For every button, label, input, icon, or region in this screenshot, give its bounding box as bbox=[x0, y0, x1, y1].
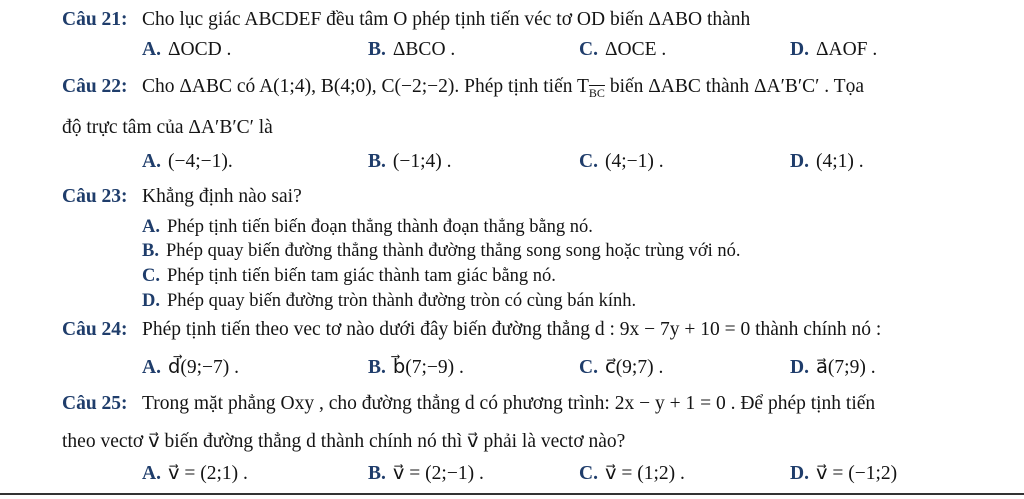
option-label: D. bbox=[790, 39, 809, 60]
question-number: Câu 21: bbox=[62, 9, 128, 30]
option-text: d⃗(9;−7) . bbox=[167, 357, 239, 378]
option-b[interactable] bbox=[142, 240, 741, 262]
option-a[interactable] bbox=[142, 462, 248, 486]
option-text: (4;1) . bbox=[815, 151, 864, 172]
question-text: Cho ΔABC có A(1;4), B(4;0), C(−2;−2). Phép tịnh tiến T bbox=[142, 76, 589, 97]
question-number: Câu 24: bbox=[62, 319, 128, 340]
question-text: độ trực tâm của ΔA′B′C′ là bbox=[62, 117, 273, 138]
option-text: Phép quay biến đường thẳng thành đường thẳng song song hoặc trùng với nó. bbox=[165, 241, 741, 261]
question-text: Khẳng định nào sai? bbox=[142, 186, 302, 207]
option-b[interactable] bbox=[368, 356, 464, 380]
option-b[interactable] bbox=[368, 462, 484, 486]
option-d[interactable] bbox=[790, 462, 897, 486]
option-label: C. bbox=[579, 39, 598, 60]
option-text: (−1;4) . bbox=[392, 151, 452, 172]
question-number: Câu 22: bbox=[62, 76, 128, 97]
question-24 bbox=[62, 318, 881, 342]
option-text: ΔOCD . bbox=[167, 39, 232, 60]
option-c[interactable] bbox=[579, 356, 663, 380]
option-b[interactable] bbox=[368, 150, 452, 174]
option-d[interactable] bbox=[790, 38, 877, 62]
option-d[interactable] bbox=[790, 150, 864, 174]
option-label: A. bbox=[142, 151, 161, 172]
option-text: Phép tịnh tiến biến tam giác thành tam giác bằng nó. bbox=[167, 266, 556, 286]
option-d[interactable] bbox=[142, 290, 636, 312]
option-text: v⃗ = (2;−1) . bbox=[392, 463, 484, 484]
option-label: D. bbox=[142, 291, 160, 311]
option-text: v⃗ = (−1;2) bbox=[815, 463, 898, 484]
question-text: Phép tịnh tiến theo vec tơ nào dưới đây biến đường thẳng d : 9x − 7y + 10 = 0 thành chính nó : bbox=[142, 319, 882, 340]
option-text: ΔOCE . bbox=[604, 39, 667, 60]
option-label: B. bbox=[368, 357, 386, 378]
option-b[interactable] bbox=[368, 38, 455, 62]
option-c[interactable] bbox=[142, 265, 556, 287]
option-label: B. bbox=[142, 241, 159, 261]
option-text: Phép quay biến đường tròn thành đường tròn có cùng bán kính. bbox=[167, 291, 637, 311]
option-label: D. bbox=[790, 357, 809, 378]
option-label: B. bbox=[368, 151, 386, 172]
option-a[interactable] bbox=[142, 38, 231, 62]
option-text: c⃗(9;7) . bbox=[604, 357, 664, 378]
option-text: v⃗ = (1;2) . bbox=[604, 463, 685, 484]
option-a[interactable] bbox=[142, 150, 233, 174]
option-text: b⃗(7;−9) . bbox=[392, 357, 464, 378]
option-c[interactable] bbox=[579, 150, 664, 174]
option-label: A. bbox=[142, 217, 160, 237]
question-text: theo vectơ v⃗ biến đường thẳng d thành chính nó thì v⃗ phải là vectơ nào? bbox=[62, 431, 626, 452]
question-text-cont: biến ΔABC thành ΔA′B′C′ . Tọa bbox=[604, 76, 864, 97]
question-22 bbox=[62, 75, 864, 105]
option-label: D. bbox=[790, 151, 809, 172]
option-text: v⃗ = (2;1) . bbox=[167, 463, 248, 484]
option-a[interactable] bbox=[142, 356, 239, 380]
option-label: B. bbox=[368, 463, 386, 484]
question-number: Câu 25: bbox=[62, 393, 128, 414]
option-label: C. bbox=[579, 463, 598, 484]
option-a[interactable] bbox=[142, 216, 593, 238]
option-label: C. bbox=[142, 266, 160, 286]
question-number: Câu 23: bbox=[62, 186, 128, 207]
option-text: (4;−1) . bbox=[604, 151, 664, 172]
option-label: A. bbox=[142, 39, 161, 60]
option-label: D. bbox=[790, 463, 809, 484]
option-d[interactable] bbox=[790, 356, 876, 380]
option-c[interactable] bbox=[579, 38, 666, 62]
bottom-divider bbox=[0, 493, 1024, 495]
option-label: A. bbox=[142, 463, 161, 484]
question-23 bbox=[62, 185, 302, 209]
option-text: ΔBCO . bbox=[392, 39, 456, 60]
question-text: Trong mặt phẳng Oxy , cho đường thẳng d có phương trình: 2x − y + 1 = 0 . Để phép tịnh tiến bbox=[142, 393, 876, 414]
option-c[interactable] bbox=[579, 462, 685, 486]
option-text: Phép tịnh tiến biến đoạn thẳng thành đoạn thẳng bằng nó. bbox=[167, 217, 593, 237]
question-text: Cho lục giác ABCDEF đều tâm O phép tịnh tiến véc tơ OD biến ΔABO thành bbox=[142, 9, 751, 30]
question-25 bbox=[62, 392, 875, 416]
option-label: C. bbox=[579, 357, 598, 378]
option-text: a⃗(7;9) . bbox=[815, 357, 876, 378]
option-label: A. bbox=[142, 357, 161, 378]
question-25-line2 bbox=[62, 430, 625, 454]
option-text: ΔAOF . bbox=[815, 39, 878, 60]
option-label: C. bbox=[579, 151, 598, 172]
question-21 bbox=[62, 8, 750, 32]
question-22-line2 bbox=[62, 116, 273, 140]
option-label: B. bbox=[368, 39, 386, 60]
option-text: (−4;−1). bbox=[167, 151, 233, 172]
vector-subscript: BC bbox=[588, 85, 605, 100]
